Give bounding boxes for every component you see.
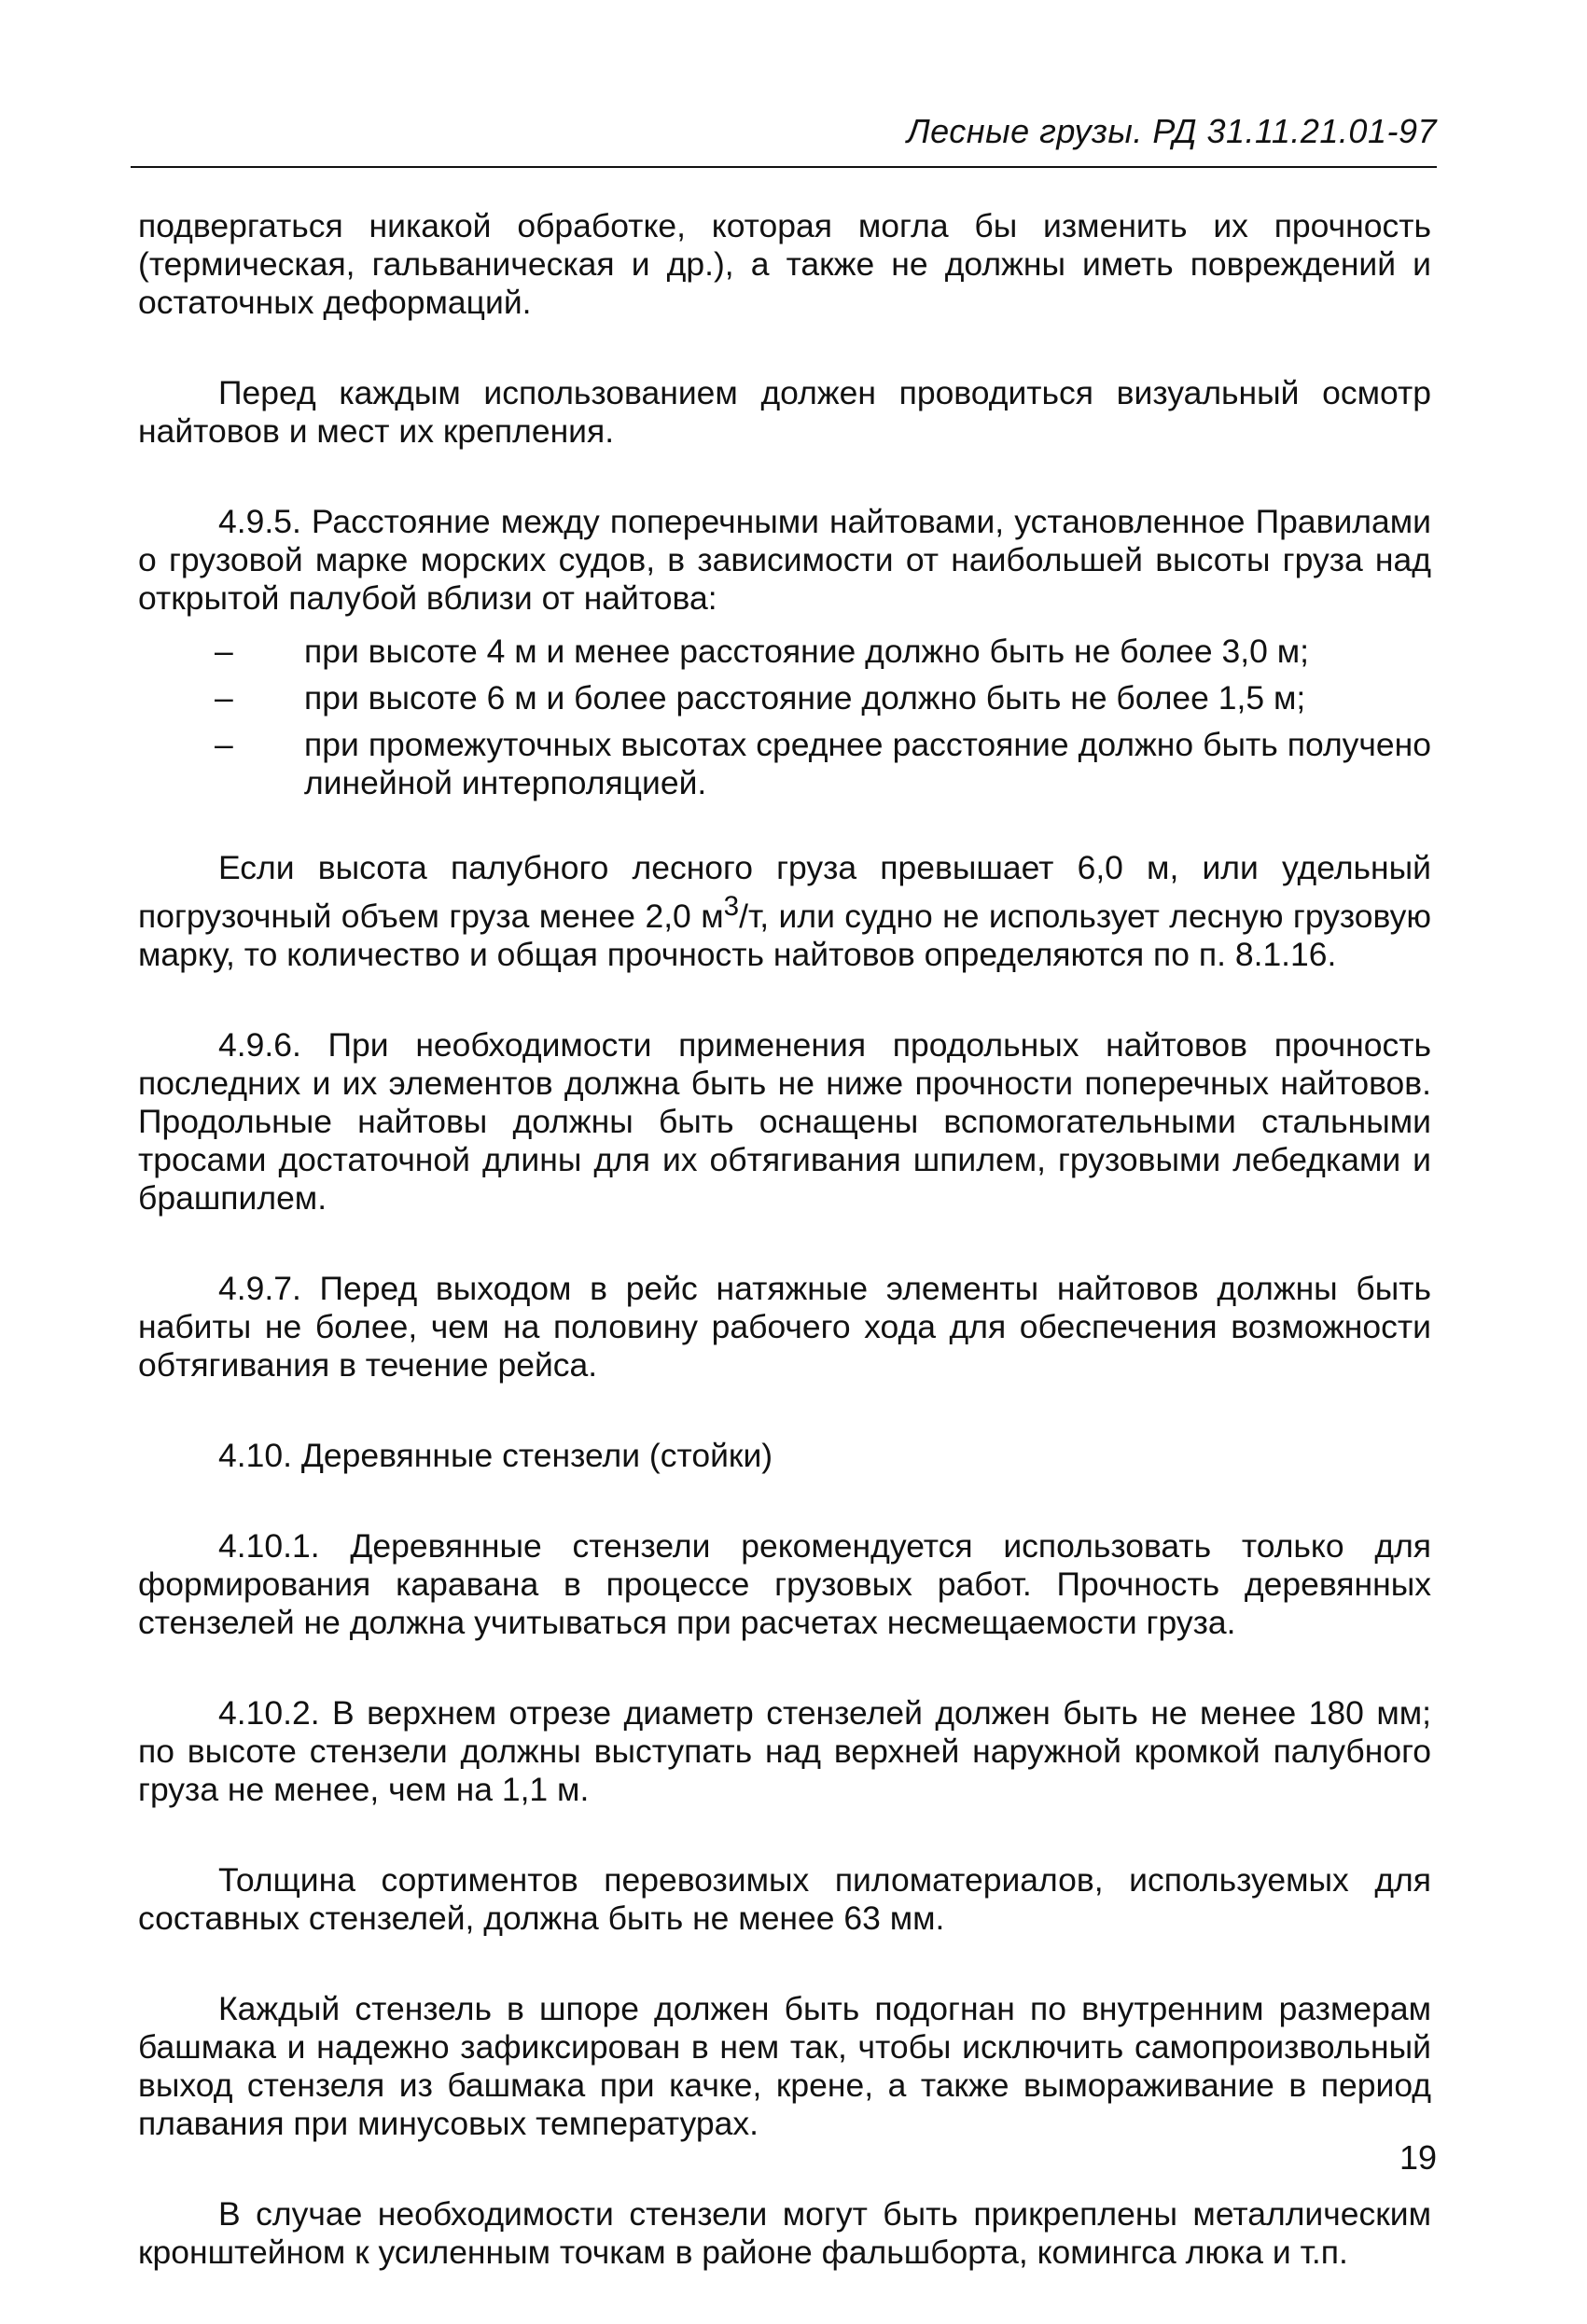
running-header: Лесные грузы. РД 31.11.21.01-97 xyxy=(906,112,1437,150)
paragraph-lumber-thickness: Толщина сортиментов перевозимых пиломатериалов, используемых для составных стензелей, должна быть не менее 63 мм. xyxy=(138,1860,1431,1937)
list-item-text: при высоте 4 м и менее расстояние должно быть не более 3,0 м; xyxy=(304,633,1310,670)
page-number: 19 xyxy=(1399,2138,1437,2177)
list-dash: – xyxy=(215,679,233,717)
spacing-list xyxy=(138,633,1431,802)
list-item xyxy=(138,633,1431,671)
paragraph-4-10-2: 4.10.2. В верхнем отрезе диаметр стензелей должен быть не менее 180 мм; по высоте стензели должны выступать над верхней наружной кромкой палубного груза не менее, чем на 1,1 м. xyxy=(138,1693,1431,1808)
paragraph-4-9-7: 4.9.7. Перед выходом в рейс натяжные элементы найтовов должны быть набиты не более, чем на половину рабочего хода для обеспечения возможности обтягивания в течение рейса. xyxy=(138,1269,1431,1384)
header-rule xyxy=(131,166,1437,168)
list-item-text: при высоте 6 м и более расстояние должно быть не более 1,5 м; xyxy=(304,679,1306,717)
paragraph-text: /т, или судно не использует лесную грузовую марку, то количество и общая прочность найтовов определяются по п. 8.1.16. xyxy=(138,897,1431,973)
section-heading-4-10: 4.10. Деревянные стензели (стойки) xyxy=(218,1436,773,1474)
list-dash: – xyxy=(215,726,233,763)
list-item xyxy=(138,726,1431,802)
list-item-text: при промежуточных высотах среднее расстояние должно быть получено линейной интерполяцией. xyxy=(304,726,1431,801)
superscript: 3 xyxy=(723,891,740,922)
paragraph-text: Если высота палубного лесного груза превышает 6,0 м, или удельный погрузочный объем груза менее 2,0 м xyxy=(138,849,1431,935)
list-item xyxy=(138,679,1431,717)
paragraph-bracket-mounting: В случае необходимости стензели могут быть прикреплены металлическим кронштейном к усиленным точкам в районе фальшборта, комингса люка и т.п. xyxy=(138,2194,1431,2271)
document-body xyxy=(138,207,1431,2324)
paragraph-inspection: Перед каждым использованием должен проводиться визуальный осмотр найтовов и мест их крепления. xyxy=(138,374,1431,450)
paragraph-deck-cargo-height xyxy=(138,849,1431,974)
paragraph-stanchion-fitting: Каждый стензель в шпоре должен быть подогнан по внутренним размерам башмака и надежно зафиксирован в нем так, чтобы исключить самопроизвольный выход стензеля из башмака при качке, крене, а также вымораживание в период плавания при минусовых температурах. xyxy=(138,1989,1431,2142)
paragraph-4-10-1: 4.10.1. Деревянные стензели рекомендуется использовать только для формирования каравана в процессе грузовых работ. Прочность деревянных стензелей не должна учитываться при расчетах несмещаемости груза. xyxy=(138,1526,1431,1641)
list-dash: – xyxy=(215,633,233,670)
paragraph-4-9-5: 4.9.5. Расстояние между поперечными найтовами, установленное Правилами о грузовой марке морских судов, в зависимости от наибольшей высоты груза над открытой палубой вблизи от найтова: xyxy=(138,503,1431,617)
paragraph-4-9-6: 4.9.6. При необходимости применения продольных найтовов прочность последних и их элементов должна быть не ниже прочности поперечных найтовов. Продольные найтовы должны быть оснащены вспомогательными стальными тросами достаточной длины для их обтягивания шпилем, грузовыми лебедками и брашпилем. xyxy=(138,1025,1431,1217)
paragraph-continuation: подвергаться никакой обработке, которая могла бы изменить их прочность (термическая, гальваническая и др.), а также не должны иметь повреждений и остаточных деформаций. xyxy=(138,207,1431,321)
